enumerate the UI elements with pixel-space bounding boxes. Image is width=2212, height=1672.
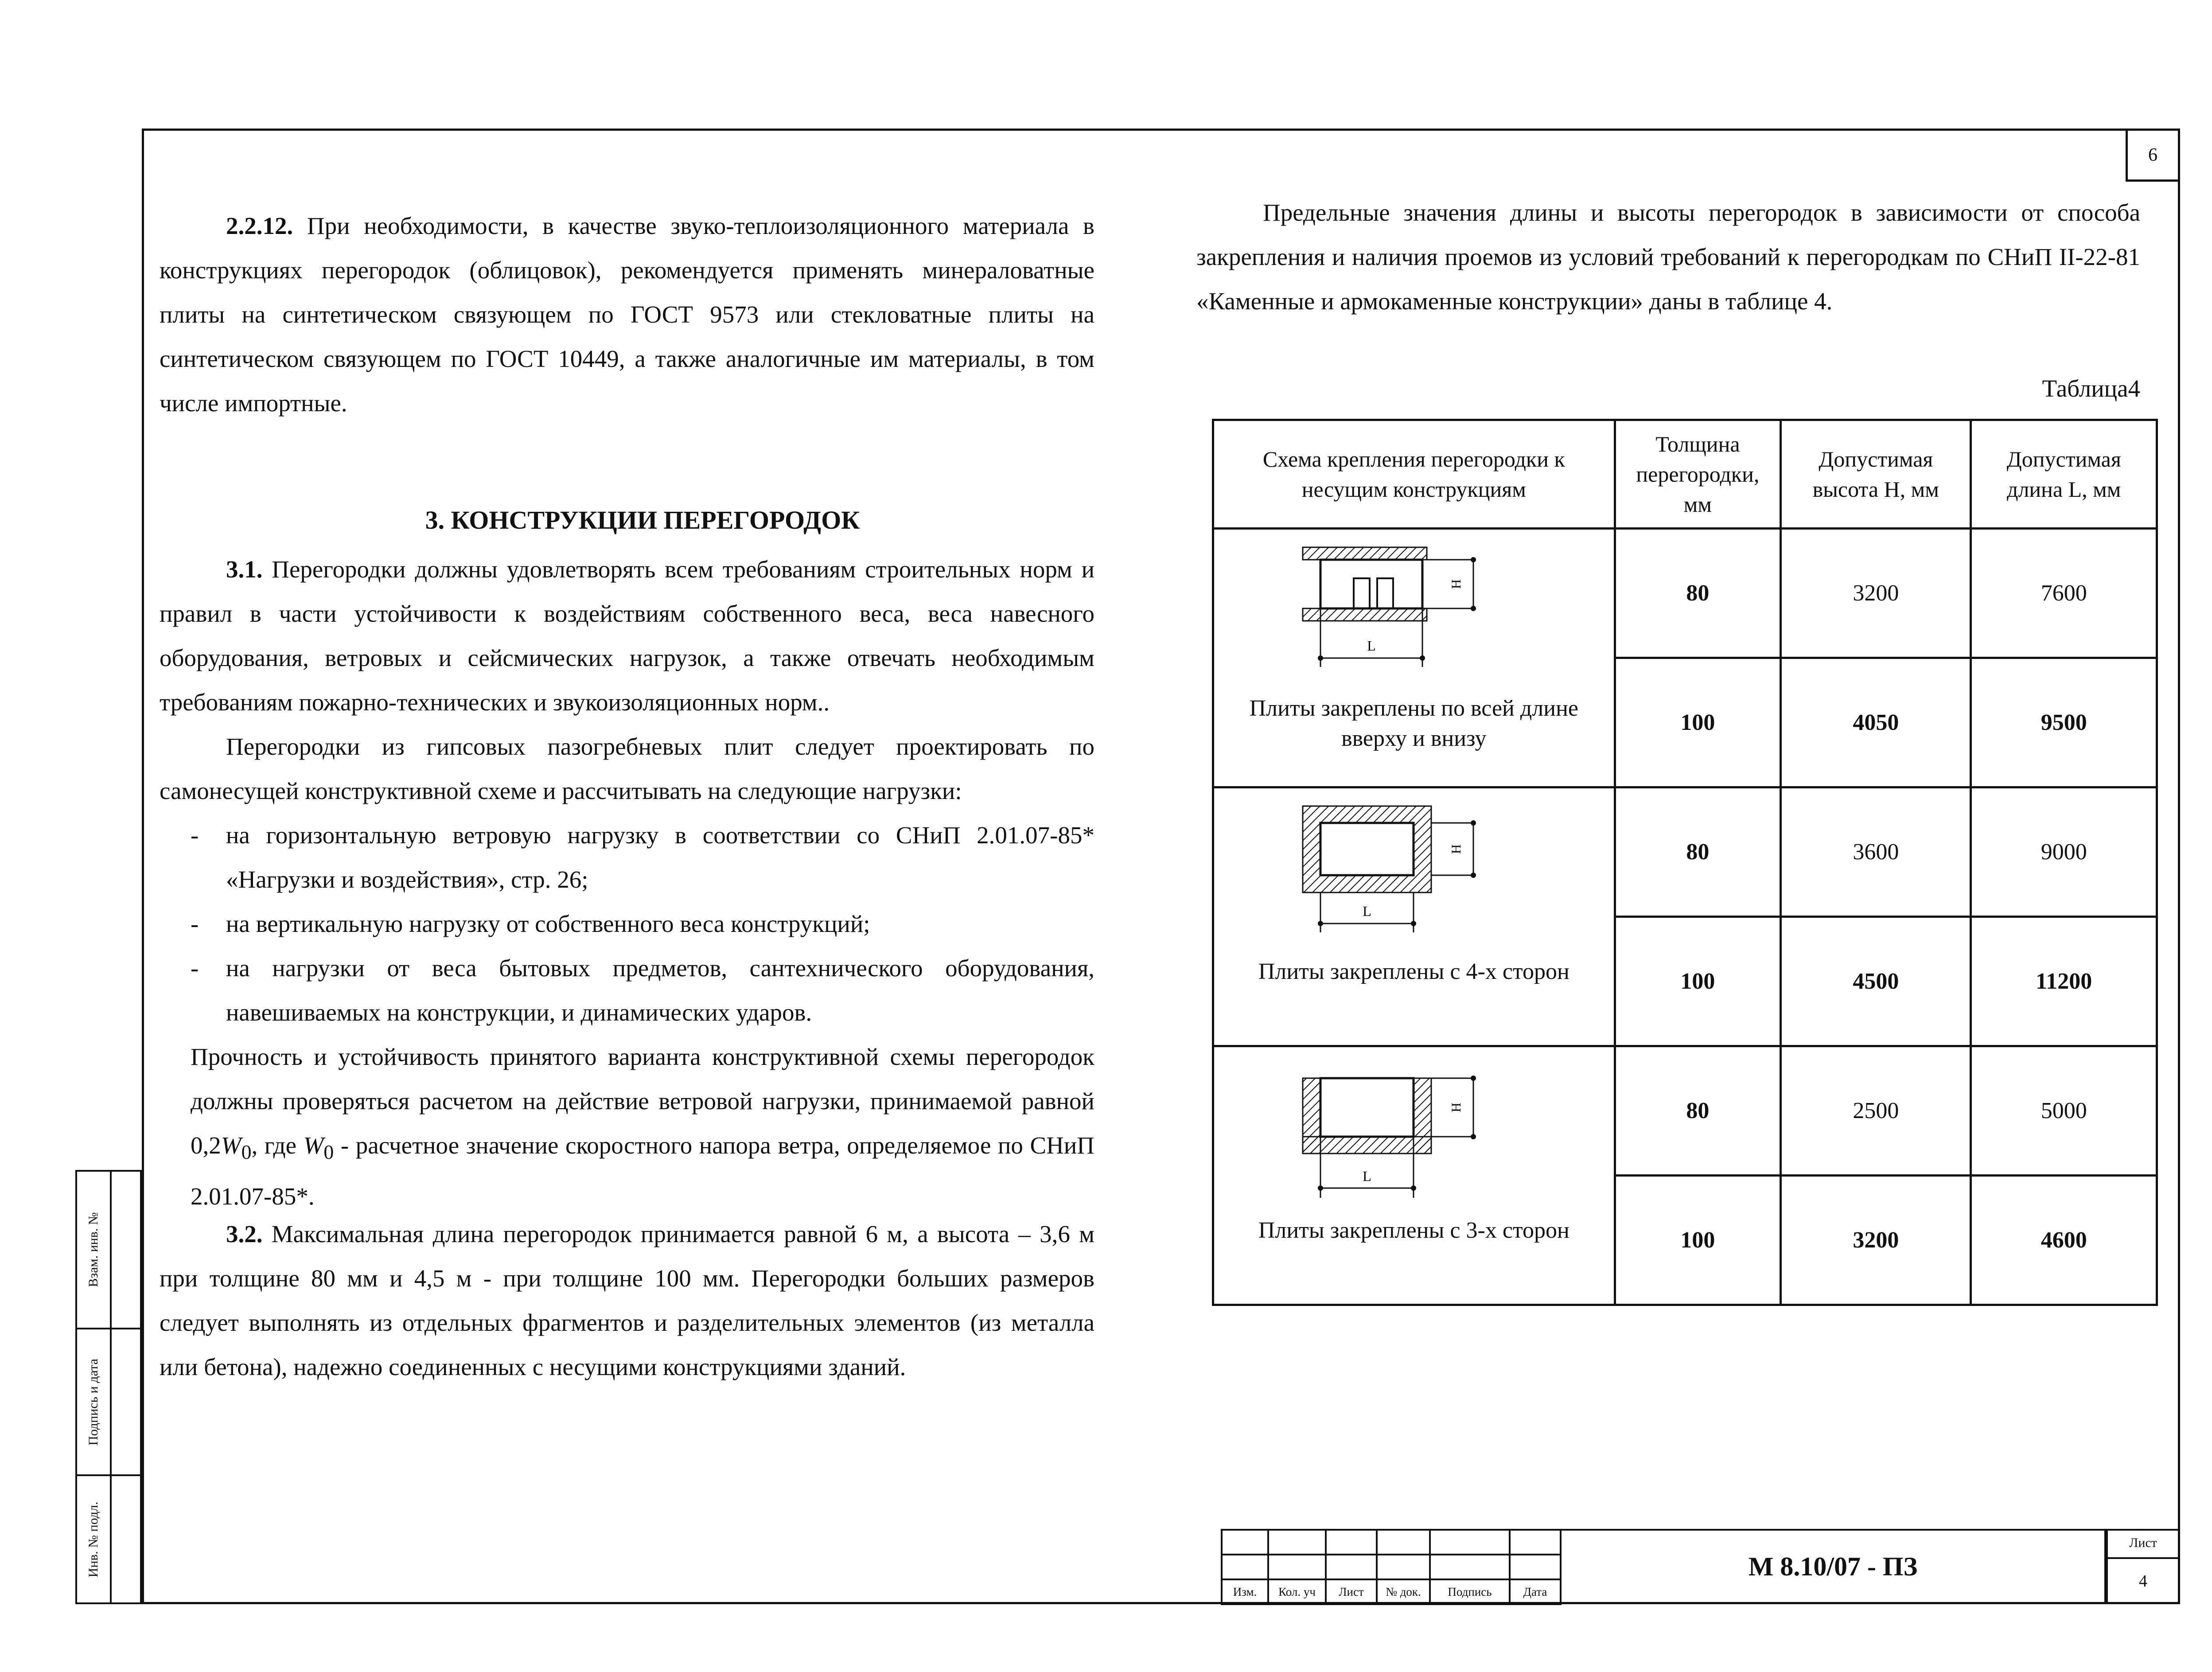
table-cell: 9500 (1971, 658, 2157, 787)
tb-col-label: Изм. (1222, 1579, 1268, 1604)
page-number: 6 (2126, 129, 2180, 182)
list-item: - на вертикальную нагрузку от собственного веса конструкций; (191, 910, 870, 937)
table-cell: 7600 (1971, 529, 2157, 658)
table-cell: 5000 (1971, 1046, 2157, 1176)
document-code: М 8.10/07 - ПЗ (1560, 1529, 2106, 1604)
table-cell: 80 (1615, 529, 1781, 658)
clause-number: 2.2.12. (226, 212, 293, 239)
table-caption: Таблица4 (2042, 375, 2140, 402)
paragraph-3-1 (160, 547, 1094, 725)
header-cell: Допустимая высота Н, мм (1781, 420, 1971, 529)
tb-col-label: Подпись (1430, 1579, 1510, 1604)
schema-cell (1213, 787, 1615, 1046)
table-intro: Предельные значения длины и высоты перегородок в зависимости от способа закрепления и наличия проемов из условий требований к перегородкам по СНиП II-22-81 «Каменные и армокаменные конструкции» даны в таблице 4. (1196, 199, 2140, 315)
table-cell: 100 (1615, 917, 1781, 1046)
svg-text:L: L (1363, 903, 1371, 919)
table-cell: 4500 (1781, 917, 1971, 1046)
clause-text: При необходимости, в качестве звуко-теплоизоляционного материала в конструкциях перегородок (облицовок), рекомендуется применять минераловатные плиты на синтетическом связующем по ГОСТ 9573 или стекловатные плиты на синтетическом связующем по ГОСТ 10449, а также аналогичные им материалы, в том числе импортные. (160, 212, 1095, 417)
schema-label: Плиты закреплены с 4-х сторон (1258, 959, 1569, 984)
clause-number: 3.1. (226, 556, 263, 583)
paragraph-2-2-12 (160, 204, 1094, 425)
sheet-box (2106, 1529, 2180, 1604)
table-row (1213, 529, 2157, 658)
schema-label: Плиты закреплены с 3-х сторон (1258, 1218, 1569, 1243)
table-cell: 9000 (1971, 787, 2157, 917)
svg-text:L: L (1363, 1168, 1371, 1184)
stamp-label: Взам. инв. № (86, 1212, 101, 1287)
schema-label: Плиты закреплены по всей длине вверху и внизу (1249, 696, 1579, 751)
schema-cell (1213, 1046, 1615, 1305)
header-cell: Толщина перегородки, мм (1615, 420, 1781, 529)
table-cell: 3600 (1781, 787, 1971, 917)
table-cell: 4600 (1971, 1176, 2157, 1305)
list-item: - на горизонтальную ветровую нагрузку в соответствии со СНиП 2.01.07-85* «Нагрузки и воздействия», стр. 26; (191, 822, 1094, 893)
table-cell: 100 (1615, 658, 1781, 787)
table-cell: 80 (1615, 787, 1781, 917)
table-cell: 3200 (1781, 529, 1971, 658)
limits-table (1212, 419, 2158, 1306)
table-header-row (1213, 420, 2157, 529)
list-item-text: на нагрузки от веса бытовых предметов, сантехнического оборудования, навешиваемых на конструкции, и динамических ударов. (226, 955, 1094, 1026)
table-row (1213, 787, 2157, 917)
header-cell: Допустимая длина L, мм (1971, 420, 2157, 529)
clause-number: 3.2. (226, 1220, 263, 1247)
stamp-vzam (75, 1170, 142, 1329)
svg-text:H: H (1449, 844, 1464, 854)
section-heading: 3. КОНСТРУКЦИИ ПЕРЕГОРОДОК (425, 506, 860, 534)
list-item-text: на вертикальную нагрузку от собственного веса конструкций; (226, 910, 870, 937)
table-cell: 100 (1615, 1176, 1781, 1305)
svg-text:H: H (1449, 1103, 1464, 1112)
table-cell: 4050 (1781, 658, 1971, 787)
table-row (1213, 1046, 2157, 1176)
sheet-label: Лист (2108, 1531, 2178, 1559)
stamp-inv (75, 1474, 142, 1604)
scheme-three-sides-diagram (1214, 1047, 1617, 1302)
scheme-four-sides-diagram (1214, 788, 1617, 1043)
stamp-podpis (75, 1328, 142, 1476)
clause-text: Максимальная длина перегородок принимается равной 6 м, а высота – 3,6 м при толщине 80 мм и 4,5 м - при толщине 100 мм. Перегородки больших размеров следует выполнять из отдельных фрагментов и разделительных элементов (из металла или бетона), надежно соединенных с несущими конструкциями зданий. (160, 1220, 1094, 1380)
tb-col-label: Дата (1510, 1579, 1561, 1604)
title-block-grid (1221, 1529, 1562, 1605)
table-cell: 3200 (1781, 1176, 1971, 1305)
table-cell: 80 (1615, 1046, 1781, 1176)
tb-col-label: Лист (1326, 1579, 1377, 1604)
svg-text:L: L (1367, 638, 1376, 654)
stamp-label: Подпись и дата (86, 1358, 101, 1446)
sheet-number: 4 (2139, 1572, 2147, 1590)
table-cell: 2500 (1781, 1046, 1971, 1176)
svg-text:H: H (1449, 579, 1464, 589)
stamp-label: Инв. № подл. (86, 1501, 101, 1577)
header-cell: Схема крепления перегородки к несущим конструкциям (1213, 420, 1615, 529)
paragraph-3-2 (160, 1212, 1094, 1389)
schema-cell (1213, 529, 1615, 787)
clause-text: Перегородки должны удовлетворять всем требованиям строительных норм и правил в части устойчивости к воздействиям собственного веса, веса навесного оборудования, ветровых и сейсмических нагрузок, а также отвечать необходимым требованиям пожарно-технических и звукоизоляционных норм.. (160, 556, 1095, 716)
tb-col-label: Кол. уч (1268, 1579, 1326, 1604)
list-item-text: на горизонтальную ветровую нагрузку в соответствии со СНиП 2.01.07-85* «Нагрузки и воздействия», стр. 26; (226, 822, 1094, 893)
tb-col-label: № док. (1377, 1579, 1430, 1604)
list-item: - на нагрузки от веса бытовых предметов, сантехнического оборудования, навешиваемых на конструкции, и динамических ударов. (191, 955, 1094, 1026)
paragraph-gips: Перегородки из гипсовых пазогребневых плит следует проектировать по самонесущей конструктивной схеме и рассчитывать на следующие нагрузки: (160, 733, 1094, 804)
table-cell: 11200 (1971, 917, 2157, 1046)
paragraph-strength: Прочность и устойчивость принятого варианта конструктивной схемы перегородок должны проверяться расчетом на действие ветровой нагрузки, принимаемой равной $0,2W_0$, где $W_0$ - расчетное значение скоростного напора ветра, определяемое по СНиП 2.01.07-85*. (191, 1043, 1094, 1210)
